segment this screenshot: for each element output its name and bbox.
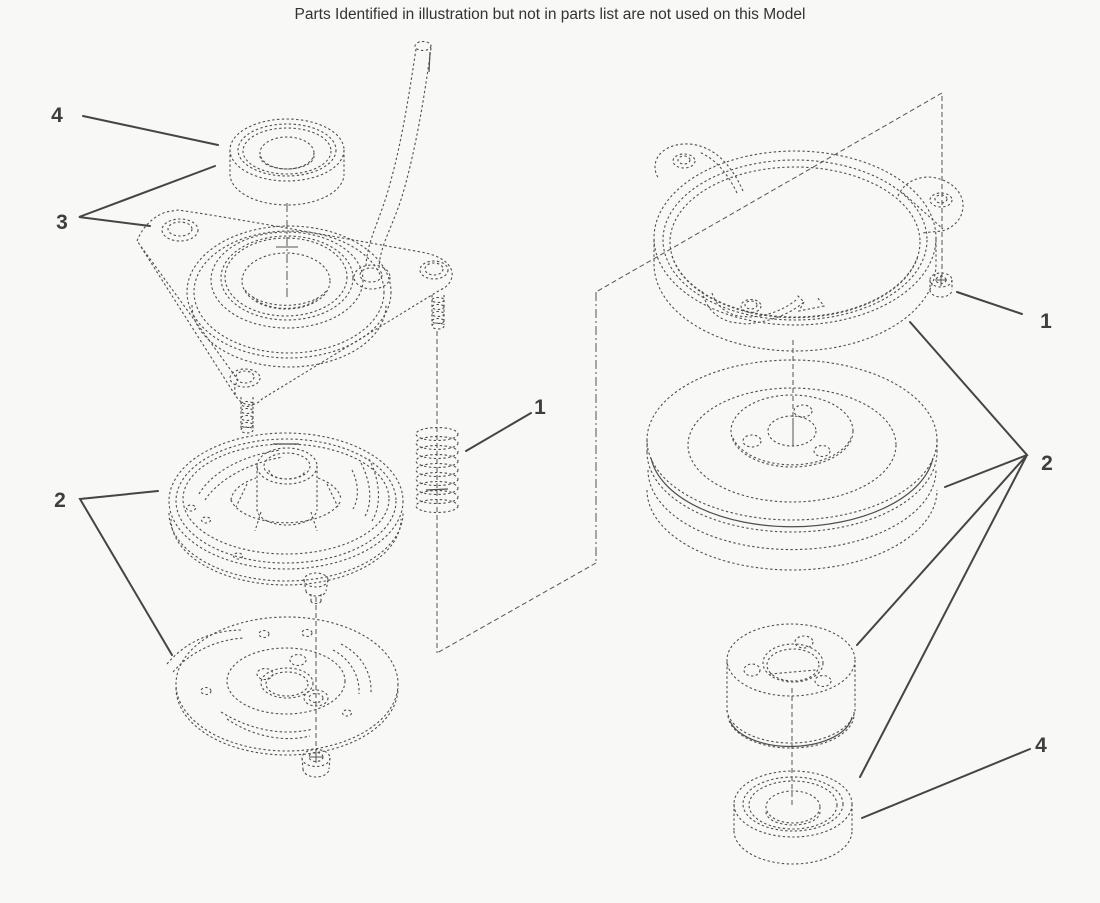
clutch-wire-drawing	[366, 42, 431, 269]
flange-nut-drawing	[930, 273, 952, 297]
callout-right-pulley-group: 2	[1041, 452, 1053, 475]
bearing-bottom-right-drawing	[734, 771, 852, 864]
spacer-drawing	[727, 624, 855, 748]
callout-numbers	[51, 104, 1053, 757]
right-assembly	[647, 144, 963, 864]
pulley-drawing	[647, 360, 937, 570]
clutch-rotor-drawing	[169, 433, 403, 585]
callout-right-bearing: 4	[1035, 734, 1047, 757]
clutch-field-housing-drawing	[137, 210, 452, 433]
nut-bottom-left-drawing	[302, 750, 330, 778]
callout-spring: 1	[534, 396, 546, 419]
callout-left-bearing: 4	[51, 104, 63, 127]
callout-left-field-housing: 3	[56, 211, 68, 234]
left-assembly	[137, 42, 458, 778]
armature-plate-drawing	[167, 617, 398, 755]
callout-left-rotor-armature: 2	[54, 489, 66, 512]
retainer-ring-drawing	[654, 144, 963, 351]
bearing-top-left-drawing	[230, 119, 344, 205]
diagram-title: Parts Identified in illustration but not in parts list are not used on this Model	[294, 6, 806, 23]
callout-right-mount-nut: 1	[1040, 310, 1052, 333]
